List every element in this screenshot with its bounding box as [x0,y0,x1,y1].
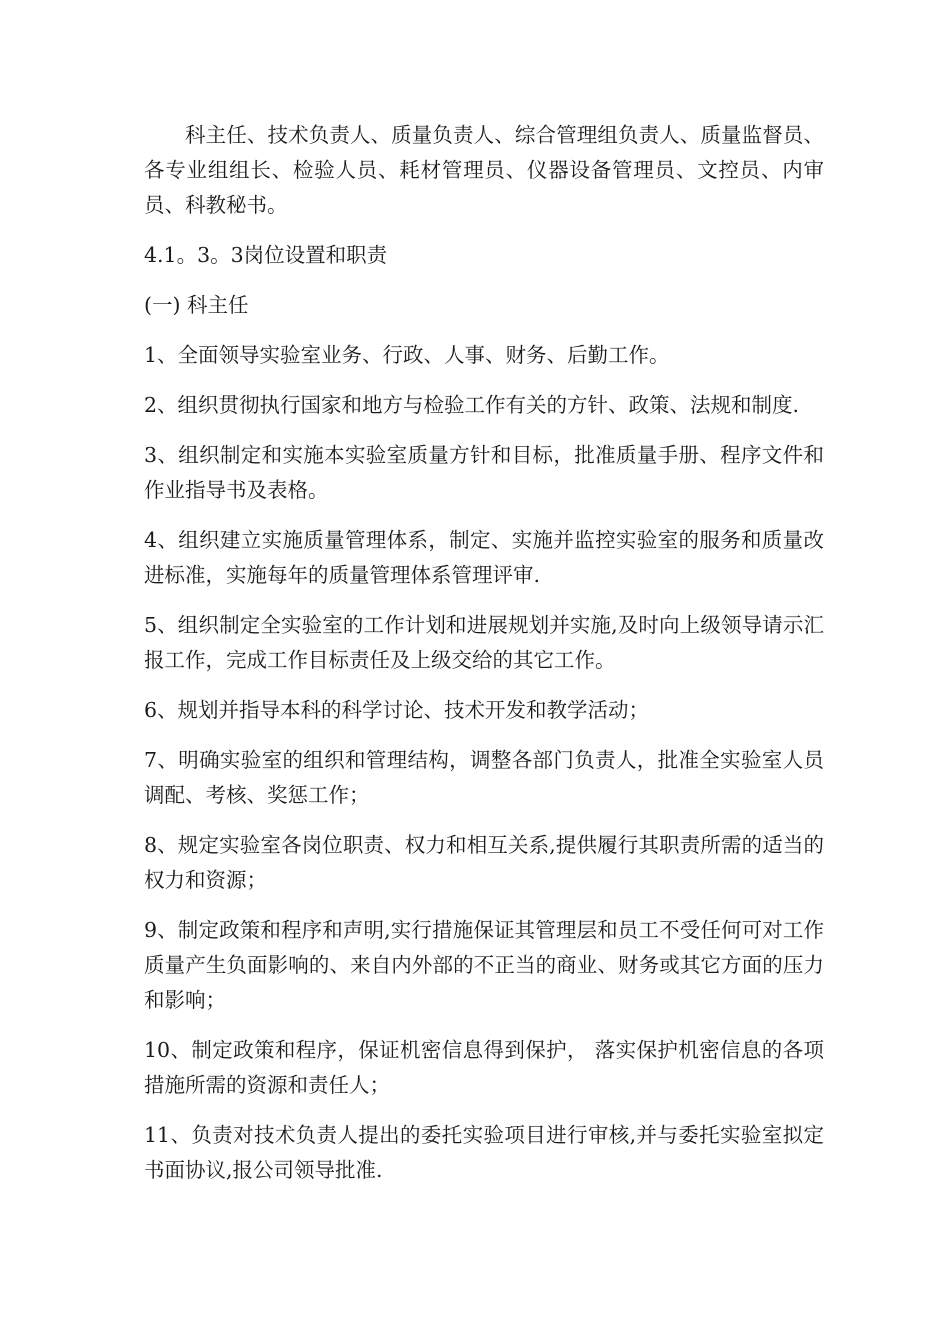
list-item-3: 3、组织制定和实施本实验室质量方针和目标，批准质量手册、程序文件和作业指导书及表格。 [144,443,824,502]
list-item-5: 5、组织制定全实验室的工作计划和进展规划并实施,及时向上级领导请示汇报工作，完成工作目标责任及上级交给的其它工作。 [144,613,824,672]
list-item-1: 1、全面领导实验室业务、行政、人事、财务、后勤工作。 [144,343,670,367]
list-item-6: 6、规划并指导本科的科学讨论、技术开发和教学活动； [144,698,650,722]
list-item-4: 4、组织建立实施质量管理体系，制定、实施并监控实验室的服务和质量改进标准，实施每年的质量管理体系管理评审. [144,528,824,587]
paragraph-personnel-list: 科主任、技术负责人、质量负责人、综合管理组负责人、质量监督员、各专业组组长、检验人员、耗材管理员、仪器设备管理员、文控员、内审员、科教秘书。 [144,123,824,217]
list-item-9: 9、制定政策和程序和声明,实行措施保证其管理层和员工不受任何可对工作质量产生负面影响的、来自内外部的不正当的商业、财务或其它方面的压力和影响； [144,918,824,1012]
list-item-8: 8、规定实验室各岗位职责、权力和相互关系,提供履行其职责所需的适当的权力和资源； [144,833,824,892]
document-body [144,118,824,1203]
list-item-10: 10、制定政策和程序，保证机密信息得到保护， 落实保护机密信息的各项措施所需的资源和责任人； [144,1038,824,1097]
subsection-heading: (一) 科主任 [144,293,249,317]
list-item-11: 11、负责对技术负责人提出的委托实验项目进行审核,并与委托实验室拟定书面协议,报公司领导批准. [144,1123,824,1182]
list-item-2: 2、组织贯彻执行国家和地方与检验工作有关的方针、政策、法规和制度. [144,393,800,417]
list-item-7: 7、明确实验室的组织和管理结构，调整各部门负责人，批准全实验室人员调配、考核、奖惩工作； [144,748,824,807]
section-heading: 4.1。3。3岗位设置和职责 [144,243,388,267]
